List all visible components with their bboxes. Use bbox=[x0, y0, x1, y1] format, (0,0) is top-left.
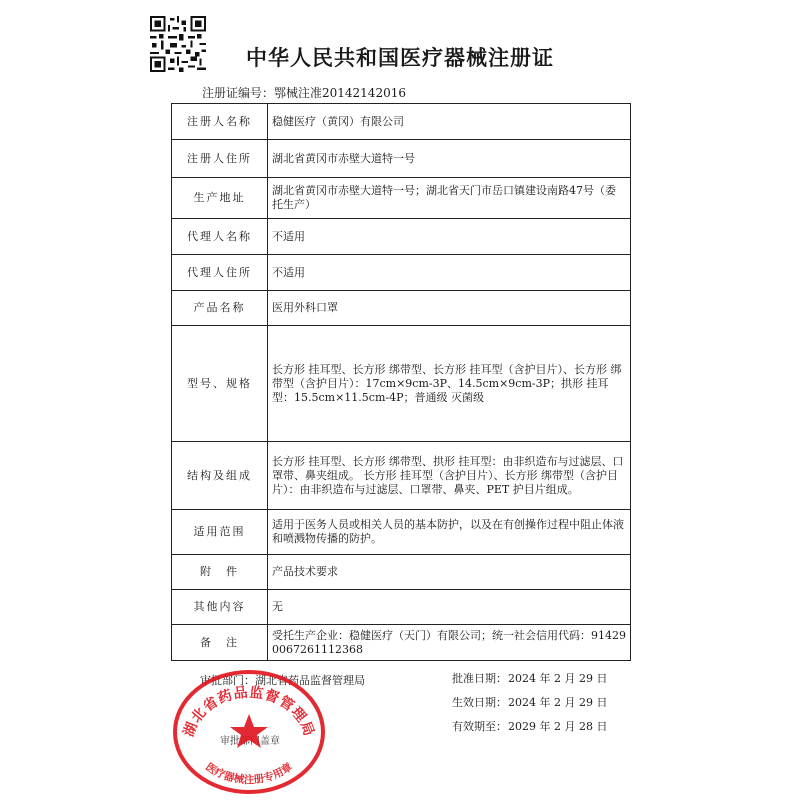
row-label: 备 注 bbox=[172, 625, 268, 661]
table-row bbox=[172, 442, 631, 510]
row-label: 注册人名称 bbox=[172, 104, 268, 140]
svg-text:医疗器械注册专用章: 医疗器械注册专用章 bbox=[203, 760, 295, 787]
row-value: 受托生产企业：稳健医疗（天门）有限公司；统一社会信用代码：914290067261112368 bbox=[268, 625, 631, 661]
row-label: 代理人住所 bbox=[172, 255, 268, 291]
issuing-authority: 审批部门：湖北省药品监督管理局 bbox=[200, 674, 365, 687]
table-row bbox=[172, 326, 631, 442]
row-label: 注册人住所 bbox=[172, 140, 268, 178]
row-value: 湖北省黄冈市赤壁大道特一号 bbox=[268, 140, 631, 178]
table-row bbox=[172, 104, 631, 140]
seal-note: 审批部门盖章 bbox=[220, 736, 280, 747]
certificate-table bbox=[171, 103, 631, 661]
row-value: 产品技术要求 bbox=[268, 555, 631, 590]
date-value: 2024 年 2 月 29 日 bbox=[508, 696, 608, 709]
official-seal-icon bbox=[170, 668, 328, 796]
table-row bbox=[172, 590, 631, 625]
row-label: 结构及组成 bbox=[172, 442, 268, 510]
date-label: 批准日期： bbox=[452, 672, 507, 685]
row-label: 产品名称 bbox=[172, 291, 268, 326]
row-label: 生产地址 bbox=[172, 178, 268, 219]
date-value: 2024 年 2 月 29 日 bbox=[508, 672, 608, 685]
table-row bbox=[172, 140, 631, 178]
date-label: 有效期至： bbox=[452, 720, 507, 733]
row-label: 型号、规格 bbox=[172, 326, 268, 442]
row-value: 长方形 挂耳型、长方形 绑带型、拱形 挂耳型：由非织造布与过滤层、口罩带、鼻夹组成。 长方形 挂耳型（含护目片）、长方形 绑带型（含护目片）：由非织造布与过滤层、口罩带、鼻夹、PET 护目片组成。 bbox=[268, 442, 631, 510]
table-row bbox=[172, 178, 631, 219]
table-row bbox=[172, 219, 631, 255]
table-row bbox=[172, 255, 631, 291]
effective-date bbox=[452, 694, 607, 710]
row-value: 医用外科口罩 bbox=[268, 291, 631, 326]
row-value: 不适用 bbox=[268, 255, 631, 291]
expiry-date bbox=[452, 718, 607, 734]
row-value: 稳健医疗（黄冈）有限公司 bbox=[268, 104, 631, 140]
row-value: 不适用 bbox=[268, 219, 631, 255]
svg-text:湖北省药品监督管理局: 湖北省药品监督管理局 bbox=[180, 684, 318, 740]
table-row bbox=[172, 555, 631, 590]
row-label: 附 件 bbox=[172, 555, 268, 590]
row-label: 其他内容 bbox=[172, 590, 268, 625]
row-value: 长方形 挂耳型、长方形 绑带型、长方形 挂耳型（含护目片）、长方形 绑带型（含护目片）：17cm×9cm-3P、14.5cm×9cm-3P；拱形 挂耳型：15.5cm×11.5cm-4P；普通级 灭菌级 bbox=[268, 326, 631, 442]
row-value: 湖北省黄冈市赤壁大道特一号；湖北省天门市岳口镇建设南路47号（委托生产） bbox=[268, 178, 631, 219]
table-row bbox=[172, 625, 631, 661]
row-value: 适用于医务人员或相关人员的基本防护，以及在有创操作过程中阻止体液和喷溅物传播的防护。 bbox=[268, 510, 631, 555]
registration-number: 注册证编号：鄂械注准20142142016 bbox=[202, 86, 406, 100]
date-label: 生效日期： bbox=[452, 696, 507, 709]
approval-date bbox=[452, 670, 607, 686]
row-value: 无 bbox=[268, 590, 631, 625]
table-row bbox=[172, 291, 631, 326]
document-title: 中华人民共和国医疗器械注册证 bbox=[246, 46, 554, 70]
row-label: 代理人名称 bbox=[172, 219, 268, 255]
table-row bbox=[172, 510, 631, 555]
date-value: 2029 年 2 月 28 日 bbox=[508, 720, 608, 733]
row-label: 适用范围 bbox=[172, 510, 268, 555]
